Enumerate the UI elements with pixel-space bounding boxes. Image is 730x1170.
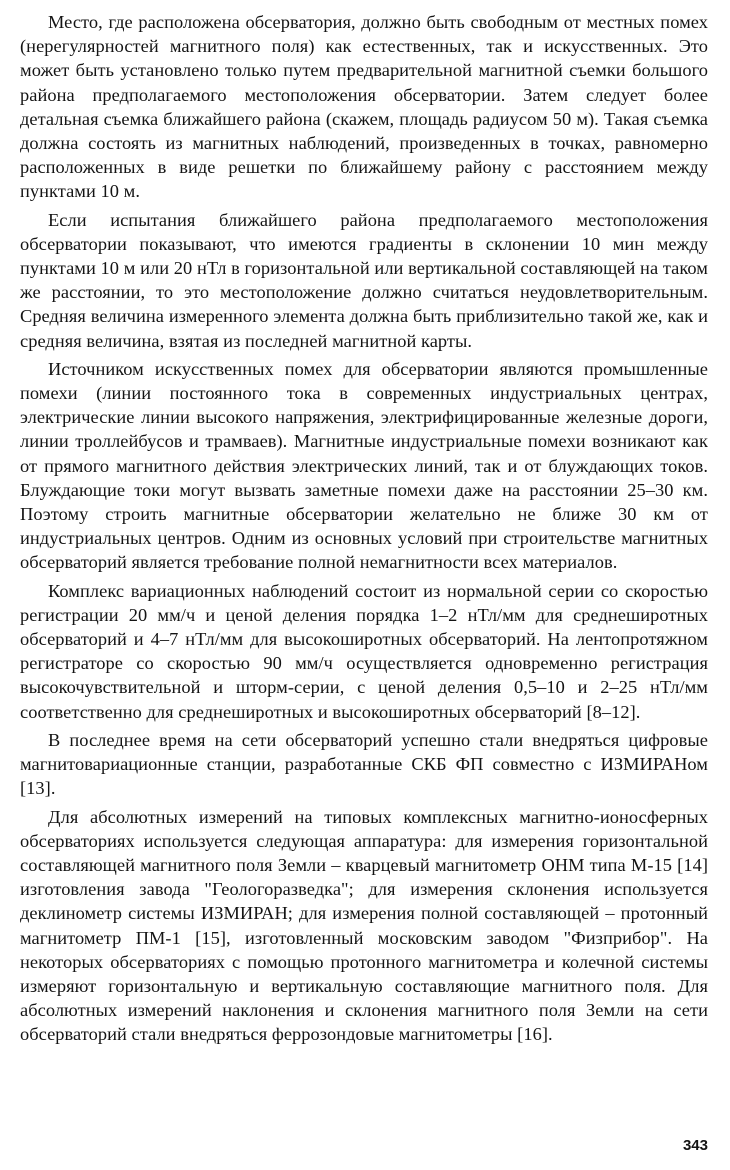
paragraph-variation-observations: Комплекс вариационных наблюдений состоит из нормальной серии со скоростью регистрации 20 мм/ч и ценой деления порядка 1–2 нТл/мм для среднеширотных обсерваторий и 4–7 нТл/мм для высокоширотных обсерваторий. На лентопротяжном регистраторе со скоростью 90 мм/ч осуществляется одновременно регистрация высокочувствительной и шторм-серии, с ценой деления 0,5–10 и 2–25 нТл/мм соответственно для среднеширотных и высокоширотных обсерваторий [8–12].: [20, 580, 708, 722]
paragraph-absolute-measurements: Для абсолютных измерений на типовых комплексных магнитно-ионосферных обсерваториях используется следующая аппаратура: для измерения горизонтальной составляющей магнитного поля Земли – кварцевый магнитометр ОНМ типа М-15 [14] изготовления завода "Геологоразведка"; для измерения склонения используется деклинометр системы ИЗМИРАН; для измерения полной составляющей – протонный магнитометр ПМ-1 [15], изготовленный московским заводом "Физприбор". На некоторых обсерваториях с помощью протонного магнитометра и колечной системы измеряют горизонтальную и вертикальную составляющие магнитного поля. Для абсолютных измерений наклонения и склонения магнитного поля Земли на сети обсерваторий стали внедряться феррозондовые магнитометры [16].: [20, 806, 708, 1045]
paragraph-industrial-interference: Источником искусственных помех для обсерватории являются промышленные помехи (линии постоянного тока в современных индустриальных центрах, электрические линии высокого напряжения, электрифицированные железные дороги, линии троллейбусов и трамваев). Магнитные индустриальные помехи возникают как от прямого магнитного действия электрических линий, так и от блуждающих токов. Блуждающие токи могут вызвать заметные помехи даже на расстоянии 25–30 км. Поэтому строить магнитные обсерватории желательно не ближе 30 км от индустриальных центров. Одним из основных условий при строительстве магнитных обсерваторий является требование полной немагнитности всех материалов.: [20, 358, 708, 573]
paragraph-digital-stations: В последнее время на сети обсерваторий успешно стали внедряться цифровые магнитовариационные станции, разработанные СКБ ФП совместно с ИЗМИРАНом [13].: [20, 729, 708, 799]
page-number: 343: [682, 1137, 708, 1154]
paragraph-observatory-site: Место, где расположена обсерватория, должно быть свободным от местных помех (нерегулярностей магнитного поля) как естественных, так и искусственных. Это может быть установлено только путем предварительной магнитной съемки большого района предполагаемого местоположения обсерватории. Затем следует более детальная съемка ближайшего района (скажем, площадь радиусом 50 м). Такая съемка должна состоять из магнитных наблюдений, произведенных в точках, равномерно расположенных в виде решетки по ближайшему району с расстоянием между пунктами 10 м.: [20, 12, 708, 202]
page-body: [20, 10, 708, 1051]
paragraph-site-testing: Если испытания ближайшего района предполагаемого местоположения обсерватории показывают, что имеются градиенты в склонении 10 мин между пунктами 10 м или 20 нТл в горизонтальной или вертикальной составляющей на таком же расстоянии, то это местоположение должно считаться неудовлетворительным. Средняя величина измеренного элемента должна быть приблизительно такой же, как и средняя величина, взятая из последней магнитной карты.: [20, 209, 708, 351]
